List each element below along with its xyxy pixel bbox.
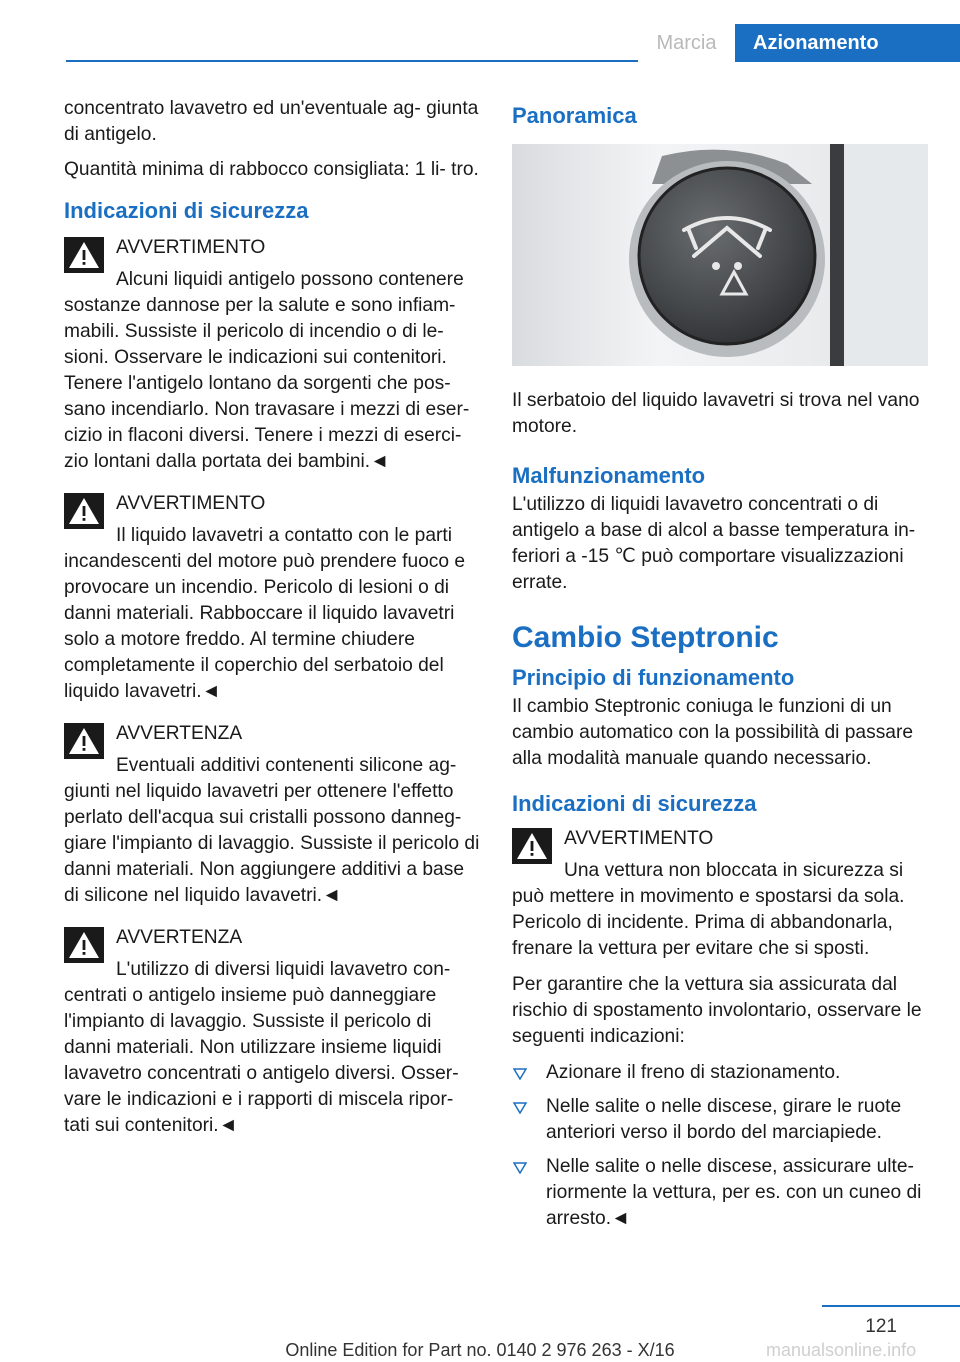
- bullet-triangle-icon: [513, 1162, 527, 1174]
- edition-text: Online Edition for Part no. 0140 2 976 263 - X/16: [285, 1340, 675, 1360]
- warning-text: Il liquido lavavetri a contatto con le parti incandescenti del motore può prendere fuoco e provocare un incendio. Pericolo di lesioni o di danni materiali. Rabboccare il liquido lavavetri solo a motore freddo. Al termine chiudere completamente il coperchio del serbatoio del liquido lavavetri.◄: [64, 525, 466, 702]
- warning-triangle-icon: [64, 493, 104, 529]
- heading-safety-left: Indicazioni di sicurezza: [64, 198, 309, 223]
- header-tab-section[interactable]: Marcia: [638, 24, 735, 62]
- warning-label: AVVERTENZA: [116, 927, 243, 948]
- header-tab-active[interactable]: Azionamento: [735, 24, 960, 62]
- paragraph-overview: Il serbatoio del liquido lavavetri si trova nel vano motore.: [512, 390, 920, 437]
- list-item: [512, 1060, 930, 1086]
- warning-block-1: [64, 235, 480, 475]
- heading-safety-right: Indicazioni di sicurezza: [512, 791, 757, 816]
- right-column: [512, 96, 930, 1232]
- heading-overview: Panoramica: [512, 103, 637, 128]
- washer-reservoir-photo: [512, 144, 928, 366]
- paragraph-guarantee: Per garantire che la vettura sia assicurata dal rischio di spostamento involontario, osservare le seguenti indicazioni:: [512, 974, 922, 1047]
- warning-text: L'utilizzo di diversi liquidi lavavetro con- centrati o antigelo insieme può danneggiare l'impianto di lavaggio. Sussiste il pericolo di danni materiali. Non utilizzare insieme liquidi lavavetro concentrati o antigelo diversi. Osser- vare le indicazioni e i rapporti di miscela ripor- tati sui contenitori.◄: [64, 959, 459, 1136]
- warning-label: AVVERTENZA: [116, 723, 243, 744]
- warning-triangle-icon: [64, 237, 104, 273]
- warning-block-right: [512, 826, 930, 962]
- warning-block-2: [64, 491, 480, 705]
- heading-principle: Principio di funzionamento: [512, 665, 795, 690]
- paragraph-malfunction: L'utilizzo di liquidi lavavetro concentrati o di antigelo a base di alcol a basse temperatura in- feriori a -15 ℃ può comportare visualizzazioni errate.: [512, 494, 916, 593]
- warning-block-3: [64, 721, 480, 909]
- bullet-triangle-icon: [513, 1068, 527, 1080]
- watermark: manualsonline.info: [766, 1340, 917, 1360]
- heading-steptronic: Cambio Steptronic: [512, 621, 779, 654]
- warning-label: AVVERTIMENTO: [116, 493, 266, 514]
- warning-label: AVVERTIMENTO: [564, 828, 714, 849]
- list-item-text: Azionare il freno di stazionamento.: [546, 1062, 841, 1083]
- warning-triangle-icon: [512, 828, 552, 864]
- paragraph-principle: Il cambio Steptronic coniuga le funzioni di un cambio automatico con la possibilità di passare alla modalità manuale quando necessario.: [512, 696, 914, 769]
- warning-text: Alcuni liquidi antigelo possono contenere sostanze dannose per la salute e sono infiam- mabili. Sussiste il pericolo di incendio o di le- sioni. Osservare le indicazioni sui contenitori. Tenere l'antigelo lontano da sorgenti che pos- sano incendiarlo. Non travasare i mezzi di eser- cizio in flaconi diversi. Tenere i mezzi di eserci- zio lontani dalla portata dei bambini.◄: [64, 269, 470, 472]
- left-column: [64, 96, 480, 1139]
- list-item: [512, 1154, 930, 1232]
- bullet-triangle-icon: [513, 1102, 527, 1114]
- warning-text: Eventuali additivi contenenti silicone ag- giunti nel liquido lavavetri per ottenere l'effetto perlato dell'acqua sui cristalli possono danneg- giare l'impianto di lavaggio. Sussiste il pericolo di danni materiali. Non aggiungere additivi a base di silicone nel liquido lavavetri.◄: [64, 755, 480, 906]
- warning-block-4: [64, 925, 480, 1139]
- warning-triangle-icon: [64, 723, 104, 759]
- paragraph-min-quantity: Quantità minima di rabbocco consigliata: 1 li- tro.: [64, 159, 479, 180]
- paragraph-concentrate: concentrato lavavetro ed un'eventuale ag- giunta di antigelo.: [64, 98, 479, 145]
- heading-malfunction: Malfunzionamento: [512, 463, 706, 488]
- list-item: [512, 1094, 930, 1146]
- warning-text: Una vettura non bloccata in sicurezza si può mettere in movimento e spostarsi da sola. Pericolo di incidente. Prima di abbandonarla, frenare la vettura per evitare che si sposti.: [512, 860, 905, 959]
- washer-fluid-reservoir-cap-icon: [512, 144, 928, 366]
- footer-rule: [822, 1305, 960, 1307]
- warning-label: AVVERTIMENTO: [116, 237, 266, 258]
- list-item-text: Nelle salite o nelle discese, assicurare ulte- riormente la vettura, per es. con un cuneo di arresto.◄: [546, 1156, 922, 1229]
- page-number: 121: [865, 1316, 897, 1337]
- warning-triangle-icon: [64, 927, 104, 963]
- list-item-text: Nelle salite o nelle discese, girare le ruote anteriori verso il bordo del marciapiede.: [546, 1096, 902, 1143]
